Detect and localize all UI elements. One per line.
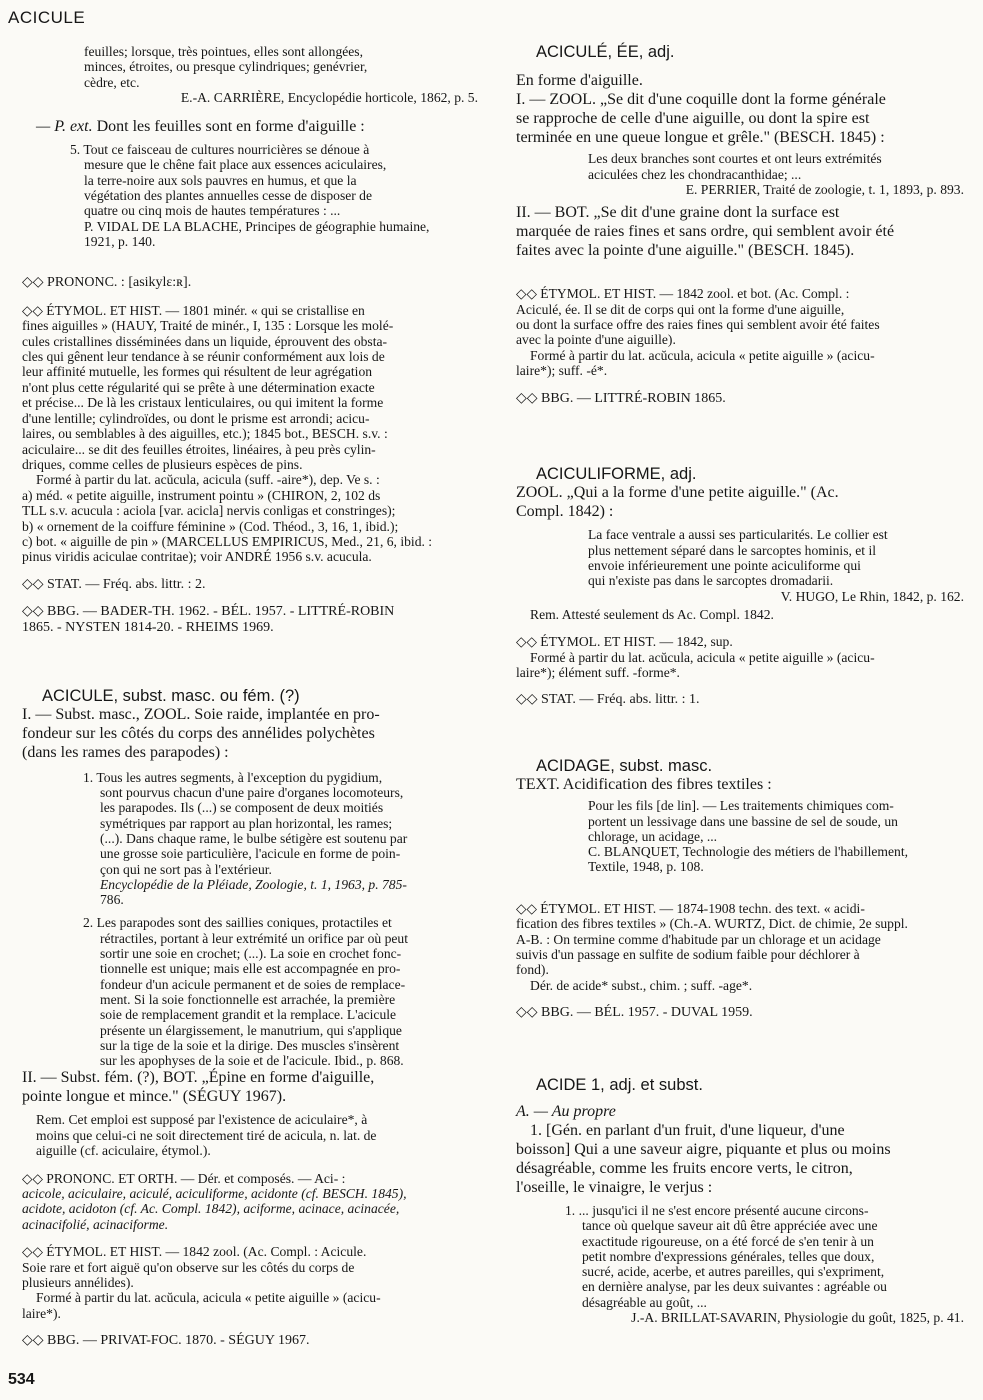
- right-column: [516, 44, 964, 1325]
- text-line: qui n'existe pas dans le sarcoptes dromadarii.: [588, 573, 834, 589]
- quote-source: E.-A. CARRIÈRE, Encyclopédie horticole, 1862, p. 5.: [180, 89, 478, 105]
- text-line: moins que celui-ci ne soit directement tiré de acicula, n. lat. de: [36, 1127, 377, 1143]
- running-head: ACICULE: [8, 8, 86, 27]
- text-line: exactitude rigoureuse, on a été forcé de s'en tenir à un: [582, 1233, 874, 1249]
- quote-blanquet: [516, 798, 964, 874]
- text-line: acidote, acidoton (cf. Ac. Compl. 1842), aciforme, acinace, acinacée,: [22, 1201, 400, 1217]
- quote-source: 1921, p. 140.: [84, 233, 156, 249]
- quote-source: Encyclopédie de la Pléiade, Zoologie, t. 1, 1963, p. 785-: [100, 876, 407, 892]
- top-quote: [22, 44, 478, 105]
- text-line: sortir une soie en crochet; (...). La soie en crochet fonc-: [100, 946, 402, 962]
- text-line: rétractiles, portant à leur extrémité un orifice par où peut: [100, 930, 408, 946]
- text-line: b) « ornement de la coiffure féminine » (Cod. Théod., 3, 16, 1, ibid.);: [22, 518, 399, 534]
- text-line: ou dont la surface offre des raies fines qui semblent avoir été faites: [516, 316, 880, 332]
- quote-source: Textile, 1948, p. 108.: [588, 859, 704, 875]
- text-line: ◇◇ ÉTYMOL. ET HIST. — 1842 zool. et bot. (Ac. Compl. :: [516, 286, 850, 302]
- text-line: et précise... De là les cristaux lenticulaires, ou qui imitent la forme: [22, 395, 384, 411]
- text-line: II. — Subst. fém. (?), BOT. „Épine en forme d'aiguille,: [22, 1069, 375, 1087]
- text-line: plus nettement séparé dans le sarcoptes hominis, et il: [588, 542, 877, 558]
- text-line: Formé à partir du lat. acŭcula, acicula (suff. -aire*), dep. Ve s. :: [36, 472, 380, 488]
- text-line: terminée en une queue longue et grêle." (BESCH. 1845) :: [516, 129, 885, 147]
- entry-heading-acicule-adj: ACICULÉ, ÉE, adj.: [536, 43, 675, 61]
- page-number: 534: [8, 1371, 35, 1388]
- aciculiforme-def: [516, 483, 964, 521]
- text-line: I. — Subst. masc., ZOOL. Soie raide, implantée en pro-: [22, 705, 380, 723]
- text-line: c) bot. « aiguille de pin » (MARCELLUS EMPIRICUS, Med., 21, 6, ibid. :: [22, 533, 433, 549]
- text-line: (...). Dans chaque rame, le bulbe sétigère est soutenu par: [100, 830, 408, 846]
- text-line: laire*).: [22, 1305, 61, 1321]
- text-line: driques, comme celles de plusieurs espèces de pins.: [22, 456, 303, 472]
- text-line: n'ont plus cette régularité qui se prête à une détermination exacte: [22, 379, 375, 395]
- text-line: leur affinité mutuelle, les formes qui résultent de leur agrégation: [22, 364, 373, 380]
- pext-label: — P. ext.: [36, 118, 93, 136]
- text-line: ZOOL. „Qui a la forme d'une petite aiguille." (Ac.: [516, 484, 839, 502]
- text-line: pointe longue et mince." (SÉGUY 1967).: [22, 1088, 287, 1106]
- quote-perrier: [516, 151, 964, 197]
- quote-source: 786.: [100, 892, 124, 908]
- text-line: Rem. Cet emploi est supposé par l'existence de aciculaire*, à: [36, 1112, 368, 1128]
- text-line: une grosse soie particulière, l'acicule en forme de poin-: [100, 846, 401, 862]
- text-line: aiguille (cf. aciculaire, étymol.).: [36, 1143, 211, 1159]
- acide-def-1: [516, 1121, 964, 1197]
- etymol-section-5: [516, 901, 964, 993]
- text-line: çon qui ne sort pas à l'extérieur.: [100, 861, 272, 877]
- text-line: ◇◇ ÉTYMOL. ET HIST. — 1842, sup.: [516, 634, 733, 650]
- etymol-section-4: [516, 634, 964, 680]
- entry-heading-acicule: ACICULE, subst. masc. ou fém. (?): [42, 686, 300, 705]
- text-line: aciculaire... se dit des feuilles étroites, linéaires, à peu près cylin-: [22, 441, 376, 457]
- text-line: ◇◇ PRONONC. ET ORTH. — Dér. et composés. — Aci- :: [22, 1170, 346, 1186]
- text-line: envoie inférieurement une pointe aciculiforme qui: [588, 557, 861, 573]
- acide-A: A. — Au propre: [516, 1102, 616, 1120]
- text-line: Dér. de acide* subst., chim. ; suff. -age*.: [530, 977, 753, 993]
- stat-section-2: ◇◇ STAT. — Fréq. abs. littr. : 1.: [516, 692, 700, 708]
- text-line: A-B. : On termine comme d'habitude par un chlorage et un acidage: [516, 931, 881, 947]
- text-line: acinacifolié, acinaciforme.: [22, 1216, 169, 1232]
- text-line: cles qui gênent leur tendance à se réunir conformément aux lois de: [22, 349, 385, 365]
- text-line: suivis d'un passage en sulfite de sodium faible pour déchlorer à: [516, 946, 860, 962]
- acicule-def-I: [22, 705, 478, 762]
- text-line: ◇◇ ÉTYMOL. ET HIST. — 1801 minér. « qui se cristallise en: [22, 302, 365, 318]
- etymol-section-2: [22, 1244, 478, 1321]
- text-line: 1. ... jusqu'ici il ne s'est encore présenté aucune circons-: [565, 1202, 869, 1218]
- text-line: ment. Si la soie fonctionnelle est arrachée, la première: [100, 991, 396, 1007]
- quote-source: J.-A. BRILLAT-SAVARIN, Physiologie du goût, 1825, p. 41.: [631, 1310, 964, 1326]
- quote-source: E. PERRIER, Traité de zoologie, t. 1, 1893, p. 893.: [685, 181, 964, 197]
- text-line: 1. [Gén. en parlant d'un fruit, d'une liqueur, d'une: [530, 1121, 845, 1139]
- text-line: tance où quelque saveur ait dû être appréciée avec une: [582, 1218, 878, 1234]
- text-line: ◇◇ BBG. — BADER-TH. 1962. - BÉL. 1957. - LITTRÉ-ROBIN: [22, 604, 395, 620]
- text-line: laire*); élément suff. -forme*.: [516, 665, 680, 681]
- text-line: En forme d'aiguille.: [516, 72, 643, 90]
- acicule-adj-def: [516, 71, 964, 147]
- text-line: Compl. 1842) :: [516, 503, 614, 521]
- acicule-def-II: [22, 1068, 478, 1106]
- text-line: sont pourvus chacun d'une paire d'organes locomoteurs,: [100, 785, 404, 801]
- text-line: avec la pointe d'une aiguille).: [516, 332, 676, 348]
- text-line: fond).: [516, 962, 549, 978]
- text-line: I. — ZOOL. „Se dit d'une coquille dont la forme générale: [516, 91, 886, 109]
- example-2: [22, 915, 478, 1068]
- text-line: petit nombre d'expressions générales, telles que doux,: [582, 1248, 875, 1264]
- acicule-rem: [22, 1112, 478, 1158]
- quote-source: P. VIDAL DE LA BLACHE, Principes de géographie humaine,: [84, 218, 430, 234]
- text-line: La face ventrale a aussi ses particularités. Le collier est: [588, 527, 888, 543]
- aciculiforme-rem: Rem. Attesté seulement ds Ac. Compl. 1842.: [530, 606, 774, 622]
- bbg-section-2: ◇◇ BBG. — PRIVAT-FOC. 1870. - SÉGUY 1967.: [22, 1333, 310, 1349]
- text-line: 2. Les parapodes sont des saillies coniques, protactiles et: [83, 915, 392, 931]
- text-line: la terre-noire aux sols pauvres en humus, et que la: [84, 172, 357, 188]
- text-line: symétriques par rapport au plan horizontal, les rames;: [100, 815, 393, 831]
- text-line: laire*); suff. -é*.: [516, 363, 608, 379]
- text-line: acicole, aciculaire, aciculé, aciculiforme, acidonte (cf. BESCH. 1845),: [22, 1186, 407, 1202]
- text-line: 1865. - NYSTEN 1814-20. - RHEIMS 1969.: [22, 619, 274, 635]
- quote-brillat: [516, 1203, 964, 1325]
- text-line: d'une lentille; cylindroïdes, ou dont le prisme est arrondi; acicu-: [22, 410, 370, 426]
- text-line: sur la tige de la soie et la dirige. Des muscles s'insèrent: [100, 1037, 400, 1053]
- text-line: portent un lessivage dans une bassine de sel de soude, un: [588, 813, 898, 829]
- text-line: Aciculé, ée. Il se dit de corps qui ont la forme d'une aiguille,: [516, 301, 845, 317]
- acidage-def: TEXT. Acidification des fibres textiles :: [516, 776, 772, 794]
- text-line: chlorage, un acidage, ...: [588, 828, 718, 844]
- text-line: tionnelle est unique; mais elle est accompagnée en pro-: [100, 961, 401, 977]
- text-line: pinus viridis aciculae contritae); voir ANDRÉ 1956 s.v. acucula.: [22, 549, 372, 565]
- stat-section: ◇◇ STAT. — Fréq. abs. littr. : 2.: [22, 576, 206, 592]
- text-line: fondeur d'un acicule permanent et de soies de remplace-: [100, 976, 406, 992]
- quote-hugo: [516, 527, 964, 603]
- text-line: (dans les rames des parapodes) :: [22, 743, 229, 761]
- example-1: [22, 770, 478, 908]
- text-line: fication des fibres textiles » (Ch.-A. WURTZ, Dict. de chimie, 2e suppl.: [516, 916, 908, 932]
- bbg-section-4: ◇◇ BBG. — BÉL. 1957. - DUVAL 1959.: [516, 1005, 753, 1021]
- prononc-orth-section: [22, 1171, 478, 1233]
- acicule-adj-def-II: [516, 203, 964, 260]
- etymol-section-3: [516, 286, 964, 378]
- text-line: Les deux branches sont courtes et ont leurs extrémités: [588, 151, 882, 167]
- text-line: Formé à partir du lat. acŭcula, acicula « petite aiguille » (acicu-: [530, 649, 875, 665]
- entry-heading-acide: ACIDE 1, adj. et subst.: [536, 1075, 703, 1094]
- text-line: boisson] Qui a une saveur aigre, piquante et plus ou moins: [516, 1140, 891, 1158]
- text-line: Formé à partir du lat. acŭcula, acicula « petite aiguille » (acicu-: [36, 1290, 381, 1306]
- text-line: présente un élargissement, le manutrium, qui s'applique: [100, 1022, 402, 1038]
- text-line: en dernière analyse, par les deux suivantes : agréable ou: [582, 1279, 887, 1295]
- prononc-section: ◇◇ PRONONC. : [asikylɛ:ʀ].: [22, 275, 192, 291]
- text-line: désagréable au goût, ...: [582, 1294, 707, 1310]
- entry-heading-acidage: ACIDAGE, subst. masc.: [536, 757, 713, 776]
- quote-source: C. BLANQUET, Technologie des métiers de l'habillement,: [588, 844, 908, 860]
- quote-source: V. HUGO, Le Rhin, 1842, p. 162.: [780, 588, 964, 604]
- text-line: marquée de raies fines et sans ordre, qui semblent avoir été: [516, 223, 895, 241]
- text-line: II. — BOT. „Se dit d'une graine dont la surface est: [516, 204, 840, 222]
- text-line: a) méd. « petite aiguille, instrument pointu » (CHIRON, 2, 102 ds: [22, 487, 381, 503]
- text-line: 5. Tout ce faisceau de cultures nourricières se dénoue à: [70, 142, 370, 158]
- text-line: cèdre, etc.: [84, 74, 140, 90]
- bbg-section-3: ◇◇ BBG. — LITTRÉ-ROBIN 1865.: [516, 390, 726, 406]
- text-line: 1. Tous les autres segments, à l'exception du pygidium,: [83, 769, 383, 785]
- bbg-section: [22, 604, 478, 635]
- text-line: feuilles; lorsque, très pointues, elles sont allongées,: [84, 44, 363, 59]
- text-line: l'oseille, le vinaigre, le verjus :: [516, 1178, 713, 1196]
- text-line: sur les apophyses de la soie et de l'acicule. Ibid., p. 868.: [100, 1053, 404, 1069]
- text-line: désagréable, comme les fruits encore verts, le citron,: [516, 1159, 853, 1177]
- text-line: fines aiguilles » (HAUY, Traité de minér., I, 135 : Lorsque les molé-: [22, 318, 394, 334]
- text-line: fondeur sur les côtés du corps des annélides polychètes: [22, 724, 375, 742]
- entry-heading-aciculiforme: ACICULIFORME, adj.: [536, 465, 697, 484]
- text-line: plusieurs annélides).: [22, 1275, 134, 1291]
- text-line: aciculées chez les chondracanthidae; ...: [588, 166, 802, 182]
- text-line: Formé à partir du lat. acŭcula, acicula « petite aiguille » (acicu-: [530, 347, 875, 363]
- example-5: [22, 142, 478, 249]
- etymol-section: [22, 303, 478, 565]
- text-line: faites avec la pointe d'une aiguille." (BESCH. 1845).: [516, 242, 855, 260]
- text-line: Soie rare et fort aiguë qu'on observe sur les côtés du corps de: [22, 1259, 355, 1275]
- text-line: TLL s.v. acucula : aciola [var. acicla] nervis conligas et constringes);: [22, 503, 396, 519]
- text-line: laires, ou semblables à des aiguilles, etc.); 1845 bot., BESCH. s.v. :: [22, 426, 388, 442]
- text-line: mesure que le chêne fait place aux essences aciculaires,: [84, 157, 387, 173]
- text-line: les parapodes. Ils (...) se composent de deux moitiés: [100, 800, 384, 816]
- text-line: minces, étroites, ou presque cylindriques; genévrier,: [84, 59, 368, 75]
- text-line: sucré, acide, acerbe, et autres pareilles, qui s'expriment,: [582, 1264, 885, 1280]
- text-line: ◇◇ ÉTYMOL. ET HIST. — 1874-1908 techn. des text. « acidi-: [516, 900, 865, 916]
- pext-text: Dont les feuilles sont en forme d'aiguille :: [96, 118, 365, 136]
- text-line: se rapproche de celle d'une aiguille, ou dont la spire est: [516, 110, 870, 128]
- text-line: végétation des plantes annuelles cesse de disposer de: [84, 188, 373, 204]
- text-line: quatre ou cinq mois de hautes températures : ...: [84, 203, 341, 219]
- text-line: cules cristallines disséminées dans un liquide, éprouvent des obsta-: [22, 333, 388, 349]
- text-line: Pour les fils [de lin]. — Les traitements chimiques com-: [588, 798, 894, 814]
- text-line: soie de remplacement grandit et la remplace. L'acicule: [100, 1007, 397, 1023]
- left-column: [22, 44, 478, 1349]
- text-line: ◇◇ ÉTYMOL. ET HIST. — 1842 zool. (Ac. Compl. : Acicule.: [22, 1244, 367, 1260]
